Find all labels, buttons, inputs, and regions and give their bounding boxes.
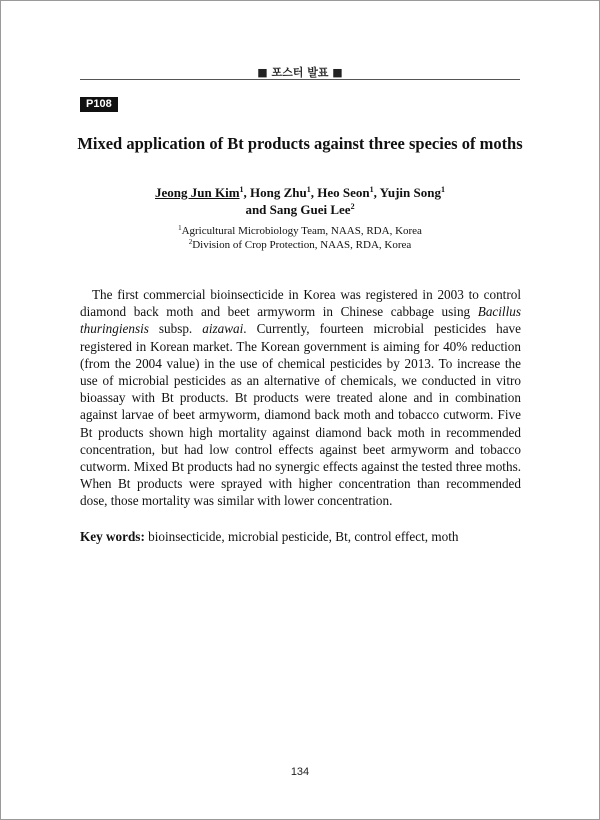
author-list: [80, 184, 520, 218]
author-name: Sang Guei Lee: [269, 202, 351, 217]
keywords: [80, 528, 521, 545]
paper-title: Mixed application of Bt products against three species of moths: [77, 134, 523, 153]
author-name: Hong Zhu: [250, 185, 307, 200]
author-affiliation-mark: 1: [239, 185, 244, 194]
species-subspecies: aizawai: [202, 321, 244, 337]
abstract-text: subsp.: [148, 321, 203, 337]
keywords-label: Key words:: [80, 529, 145, 544]
author-name: Jeong Jun Kim: [155, 185, 240, 200]
affiliation-line: [80, 238, 520, 252]
author-affiliation-mark: 1: [440, 185, 445, 194]
section-header: ■ 포스터 발표 ■: [257, 66, 343, 79]
author-separator: ,: [243, 185, 251, 200]
author-affiliation-mark: 2: [350, 202, 355, 211]
author-affiliation-mark: 1: [306, 185, 311, 194]
paper-code-badge: P108: [80, 97, 118, 112]
header-rule: [80, 79, 520, 80]
author-name: Heo Seon: [317, 185, 370, 200]
affiliation-list: [80, 224, 520, 252]
affiliation-number: 1: [178, 224, 182, 232]
author-name: Yujin Song: [379, 185, 441, 200]
abstract-text: . Currently, fourteen microbial pesticides have registered in Korean market. The Korean government is aiming for 40% reduction (from the 2004 value) in the use of chemical pesticides by 2013. To increase the use of microbial pesticides as an alternative of chemicals, we conducted in vitro bioassay with Bt products. Bt products were treated alone and in combination against larvae of beet armyworm, diamond back moth and tobacco cutworm. Five Bt products shown high mortality against diamond back moth in recommended concentration, but had low control effects against beet armyworm and tobacco cutworm. Mixed Bt products had no synergic effects against the tested three moths. When Bt products were sprayed with higher concentration than recommended dose, those mortality was similar with lower concentration.: [80, 321, 521, 509]
abstract: [80, 286, 521, 510]
abstract-text: The first commercial bioinsecticide in Korea was registered in 2003 to control diamond back moth and beet armyworm in Chinese cabbage using: [80, 287, 521, 320]
affiliation-number: 2: [188, 238, 193, 246]
affiliation-line: [80, 224, 520, 238]
affiliation-text: Agricultural Microbiology Team, NAAS, RDA, Korea: [181, 225, 422, 237]
page-number: 134: [290, 766, 310, 778]
keywords-list: bioinsecticide, microbial pesticide, Bt, control effect, moth: [144, 529, 459, 544]
species-genus: Bacillus thuringiensis: [80, 304, 521, 337]
author-separator: ,: [373, 185, 380, 200]
author-separator: ,: [310, 185, 318, 200]
affiliation-text: Division of Crop Protection, NAAS, RDA, Korea: [192, 239, 412, 251]
author-affiliation-mark: 1: [369, 185, 374, 194]
author-and: and: [245, 202, 270, 217]
abstract-paragraph: [80, 286, 521, 510]
